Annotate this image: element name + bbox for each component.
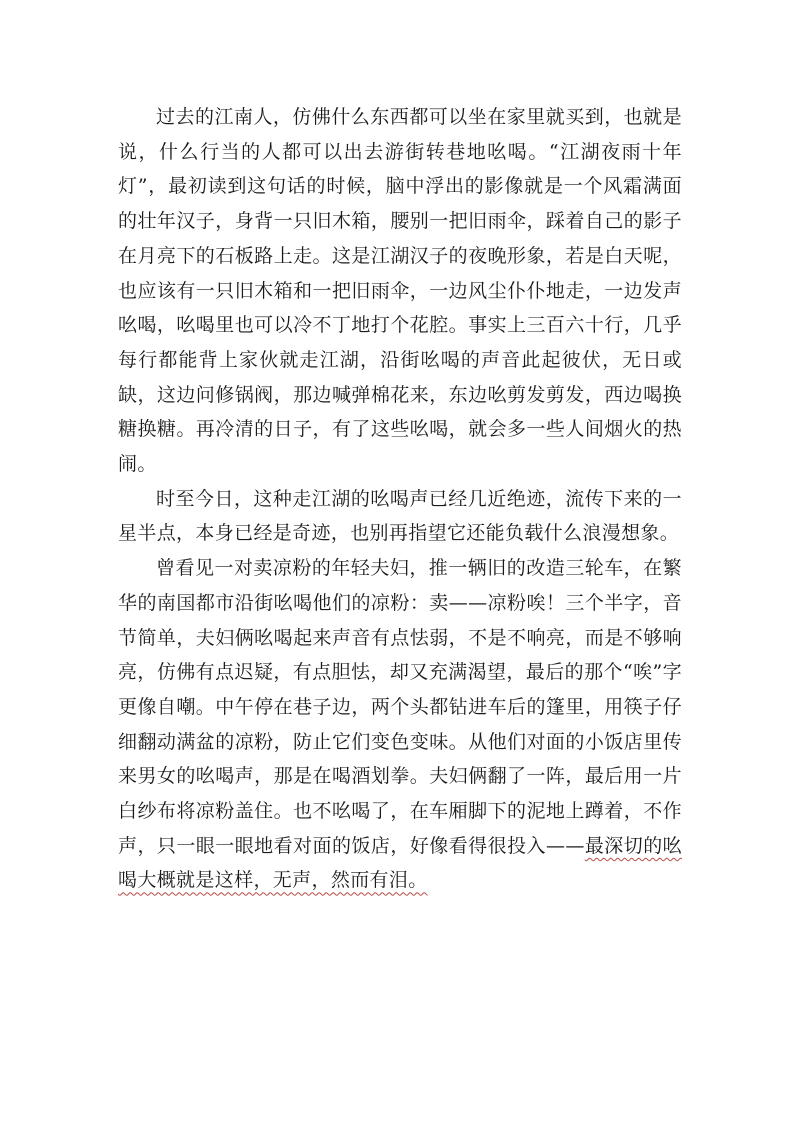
paragraph-3 (118, 551, 682, 898)
paragraph-1: 过去的江南人，仿佛什么东西都可以坐在家里就买到，也就是说，什么行当的人都可以出去游街转巷地吆喝。“江湖夜雨十年灯”，最初读到这句话的时候，脑中浮出的影像就是一个风霜满面的壮年汉子，身背一只旧木箱，腰别一把旧雨伞，踩着自己的影子在月亮下的石板路上走。这是江湖汉子的夜晚形象，若是白天呢，也应该有一只旧木箱和一把旧雨伞，一边风尘仆仆地走，一边发声吆喝，吆喝里也可以冷不丁地打个花腔。事实上三百六十行，几乎每行都能背上家伙就走江湖，沿街吆喝的声音此起彼伏，无日或缺，这边问修锅阀，那边喊弹棉花来，东边吆剪发剪发，西边喝换糖换糖。再冷清的日子，有了这些吆喝，就会多一些人间烟火的热闹。 (118, 106, 682, 476)
wavy-underlined-sentence: 最深切的吆喝大概就是这样，无声，然而有泪。 (118, 834, 682, 892)
essay-body (118, 100, 682, 898)
paragraph-2: 时至今日，这种走江湖的吆喝声已经几近绝迹，流传下来的一星半点，本身已经是奇迹，也别再指望它还能负载什么浪漫想象。 (118, 487, 682, 545)
paragraph-3-text: 曾看见一对卖凉粉的年轻夫妇，推一辆旧的改造三轮车，在繁华的南国都市沿街吆喝他们的凉粉：卖——凉粉唉！三个半字，音节简单，夫妇俩吆喝起来声音有点怯弱，不是不响亮，而是不够响亮，仿佛有点迟疑，有点胆怯，却又充满渴望，最后的那个“唉”字更像自嘲。中午停在巷子边，两个头都钻进车后的篷里，用筷子仔细翻动满盆的凉粉，防止它们变色变味。从他们对面的小饭店里传来男女的吆喝声，那是在喝酒划拳。夫妇俩翻了一阵，最后用一片白纱布将凉粉盖住。也不吆喝了，在车厢脚下的泥地上蹲着，不作声，只一眼一眼地看对面的饭店，好像看得很投入—— (118, 557, 682, 857)
